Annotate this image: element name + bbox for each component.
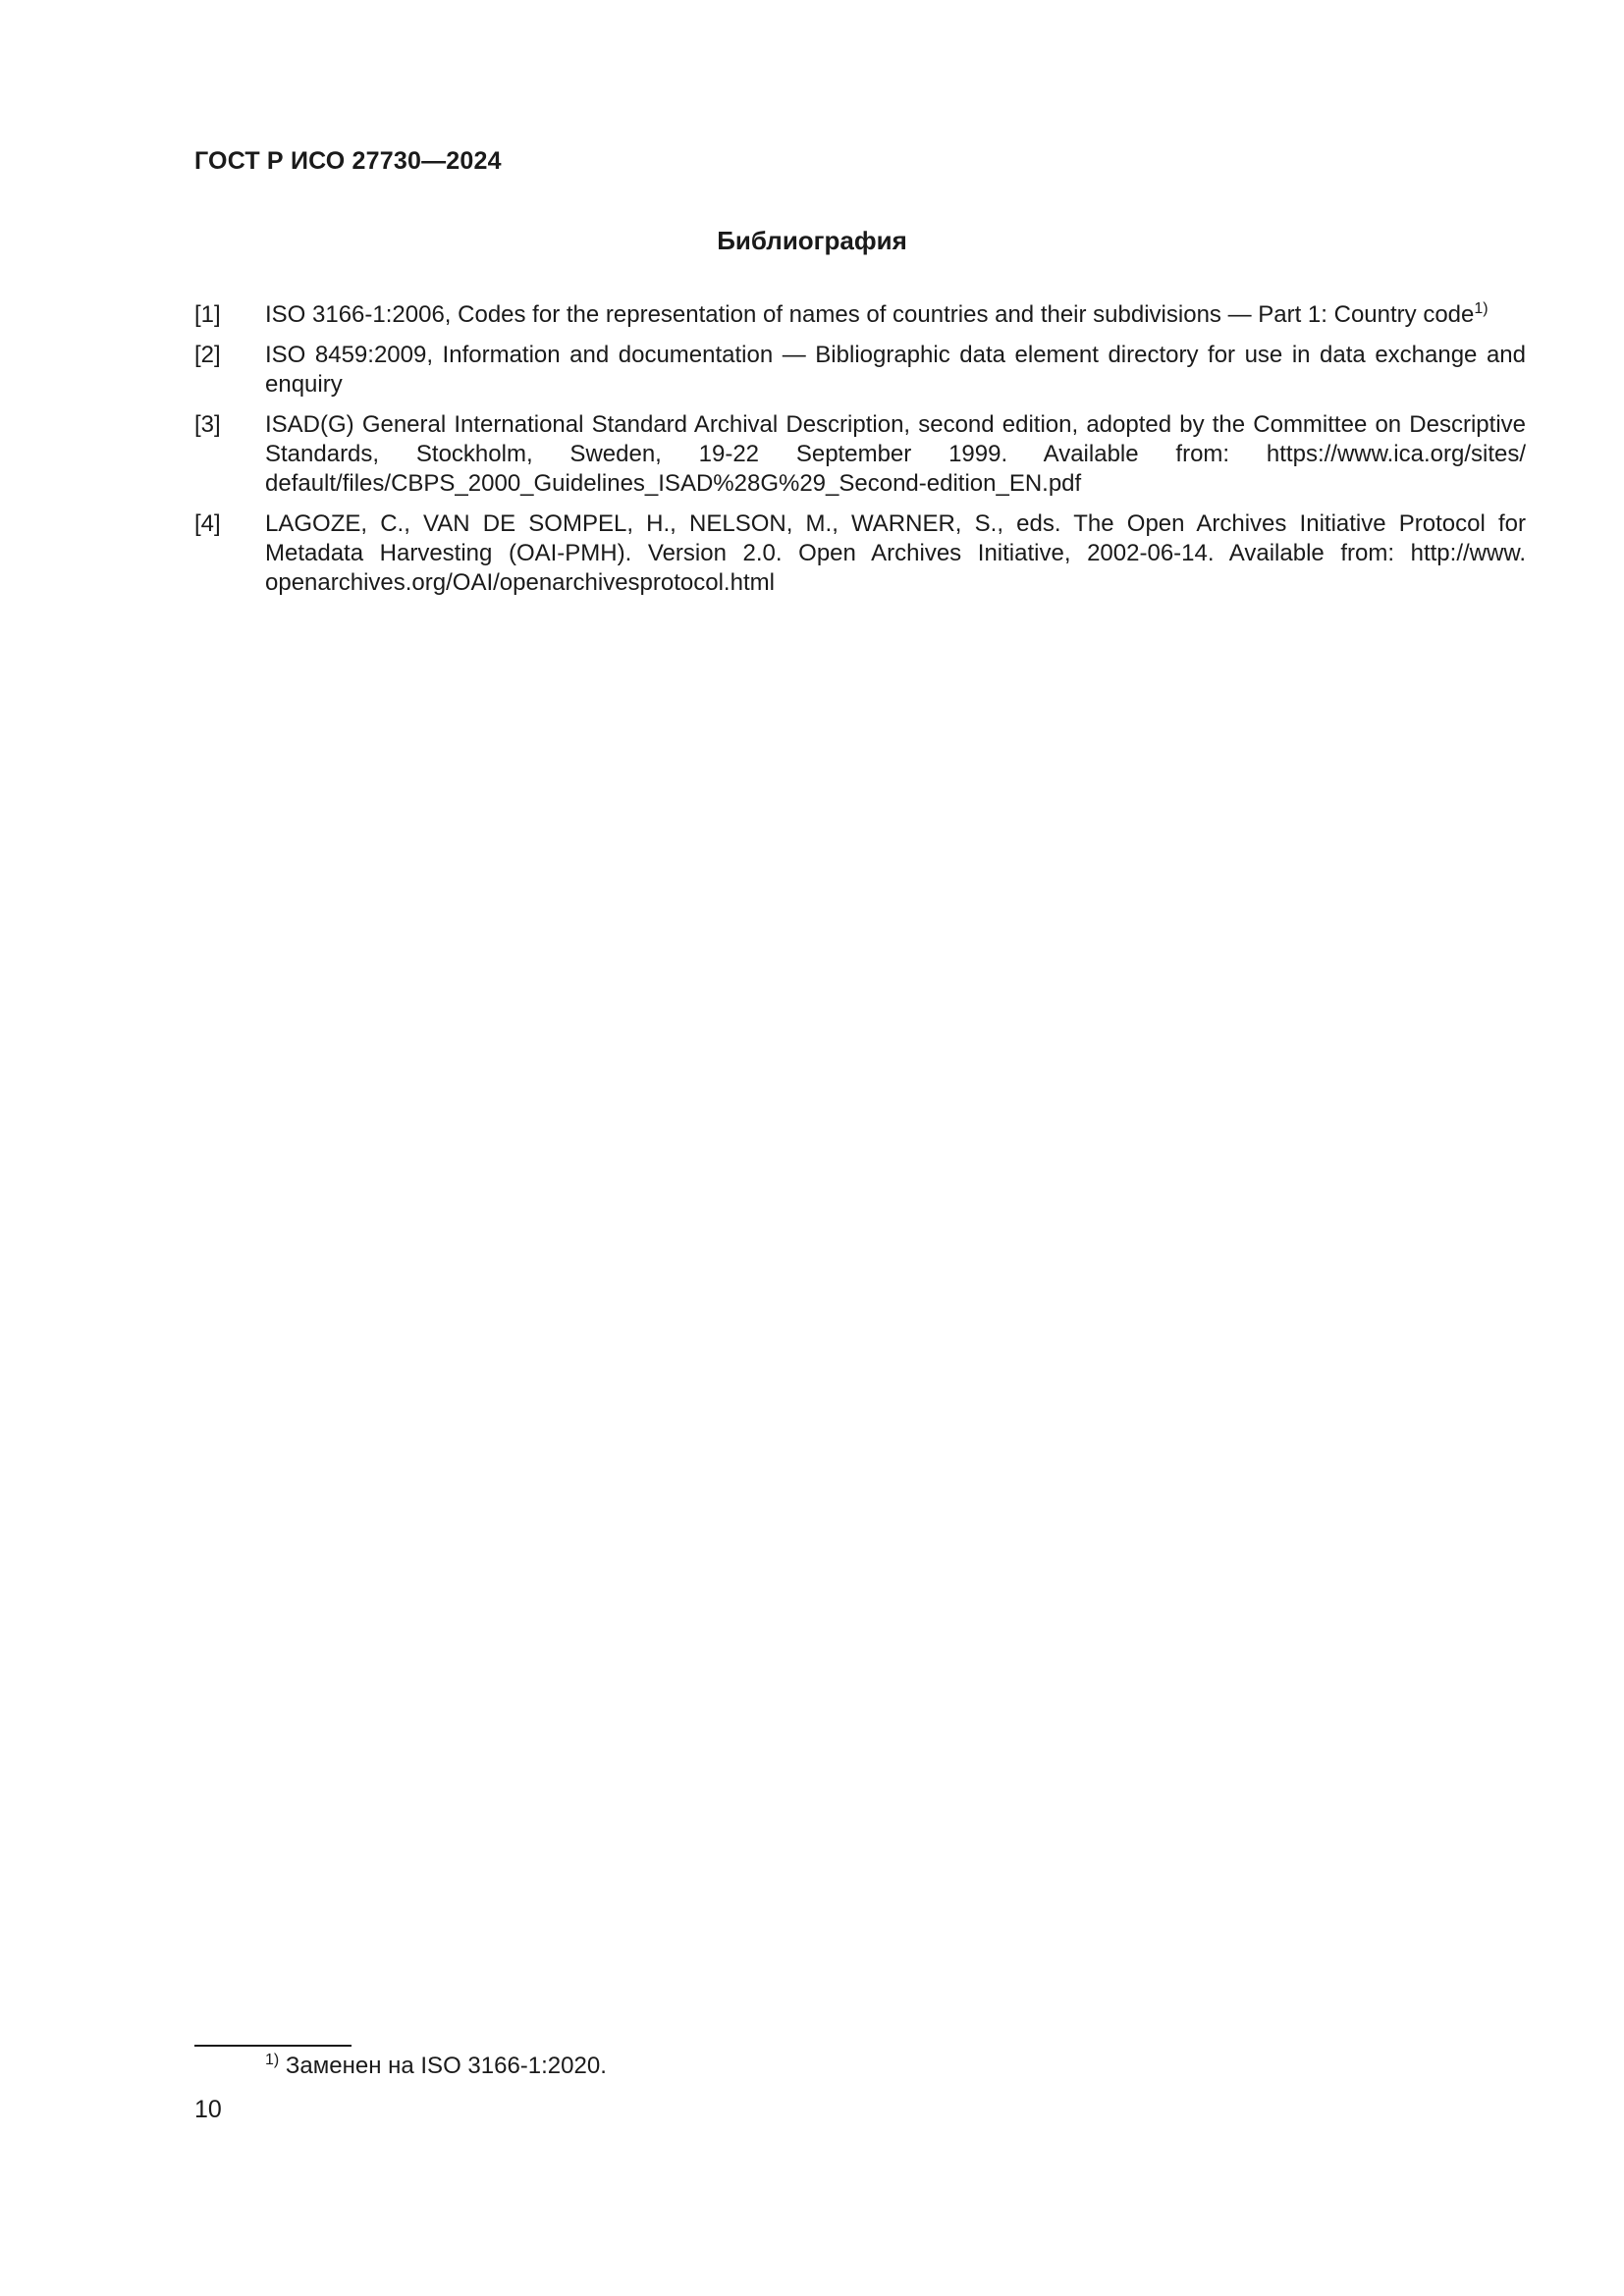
bibliography-entry-1	[194, 300, 1526, 330]
document-standard-id: ГОСТ Р ИСО 27730—2024	[194, 147, 502, 175]
page-number: 10	[194, 2096, 222, 2123]
bibliography-entry-number: [4]	[194, 510, 221, 537]
footnote-reference: 1)	[1474, 300, 1489, 317]
bibliography-entry-text: ISO 3166-1:2006, Codes for the representation of names of countries and their subdivisions — Part 1: Country code$^{1)}$	[265, 300, 1489, 328]
bibliography-list	[194, 300, 1526, 609]
bibliography-entry-text: ISO 8459:2009, Information and documentation — Bibliographic data element directory for use in data exchange and enquiry	[265, 342, 1526, 398]
footnote-separator	[194, 2045, 352, 2047]
bibliography-entry-text: ISAD(G) General International Standard Archival Description, second edition, adopted by the Committee on Descriptive Standards, Stockholm, Sweden, 19-22 September 1999. Available from: https://www.ica.org/sites/ default/files/CBPS_2000_Guidelines_ISAD%28G%29_Second-edition_EN.pdf	[265, 411, 1526, 497]
footnote-marker: 1)	[265, 2052, 280, 2068]
bibliography-entry-text: LAGOZE, C., VAN DE SOMPEL, H., NELSON, M., WARNER, S., eds. The Open Archives Initiative Protocol for Metadata Harvesting (OAI-PMH). Version 2.0. Open Archives Initiative, 2002-06-14. Available from: http://www. openarchives.org/OAI/openarchivesprotocol.html	[265, 510, 1526, 596]
bibliography-entry-number: [3]	[194, 411, 221, 438]
footnote-text: Заменен на ISO 3166-1:2020.	[285, 2053, 607, 2079]
bibliography-entry-4	[194, 509, 1526, 598]
section-title: Библиография	[717, 226, 907, 255]
footnote	[265, 2052, 607, 2081]
bibliography-entry-2	[194, 341, 1526, 400]
bibliography-entry-number: [2]	[194, 342, 221, 368]
bibliography-entry-number: [1]	[194, 301, 221, 328]
bibliography-entry-3	[194, 410, 1526, 499]
